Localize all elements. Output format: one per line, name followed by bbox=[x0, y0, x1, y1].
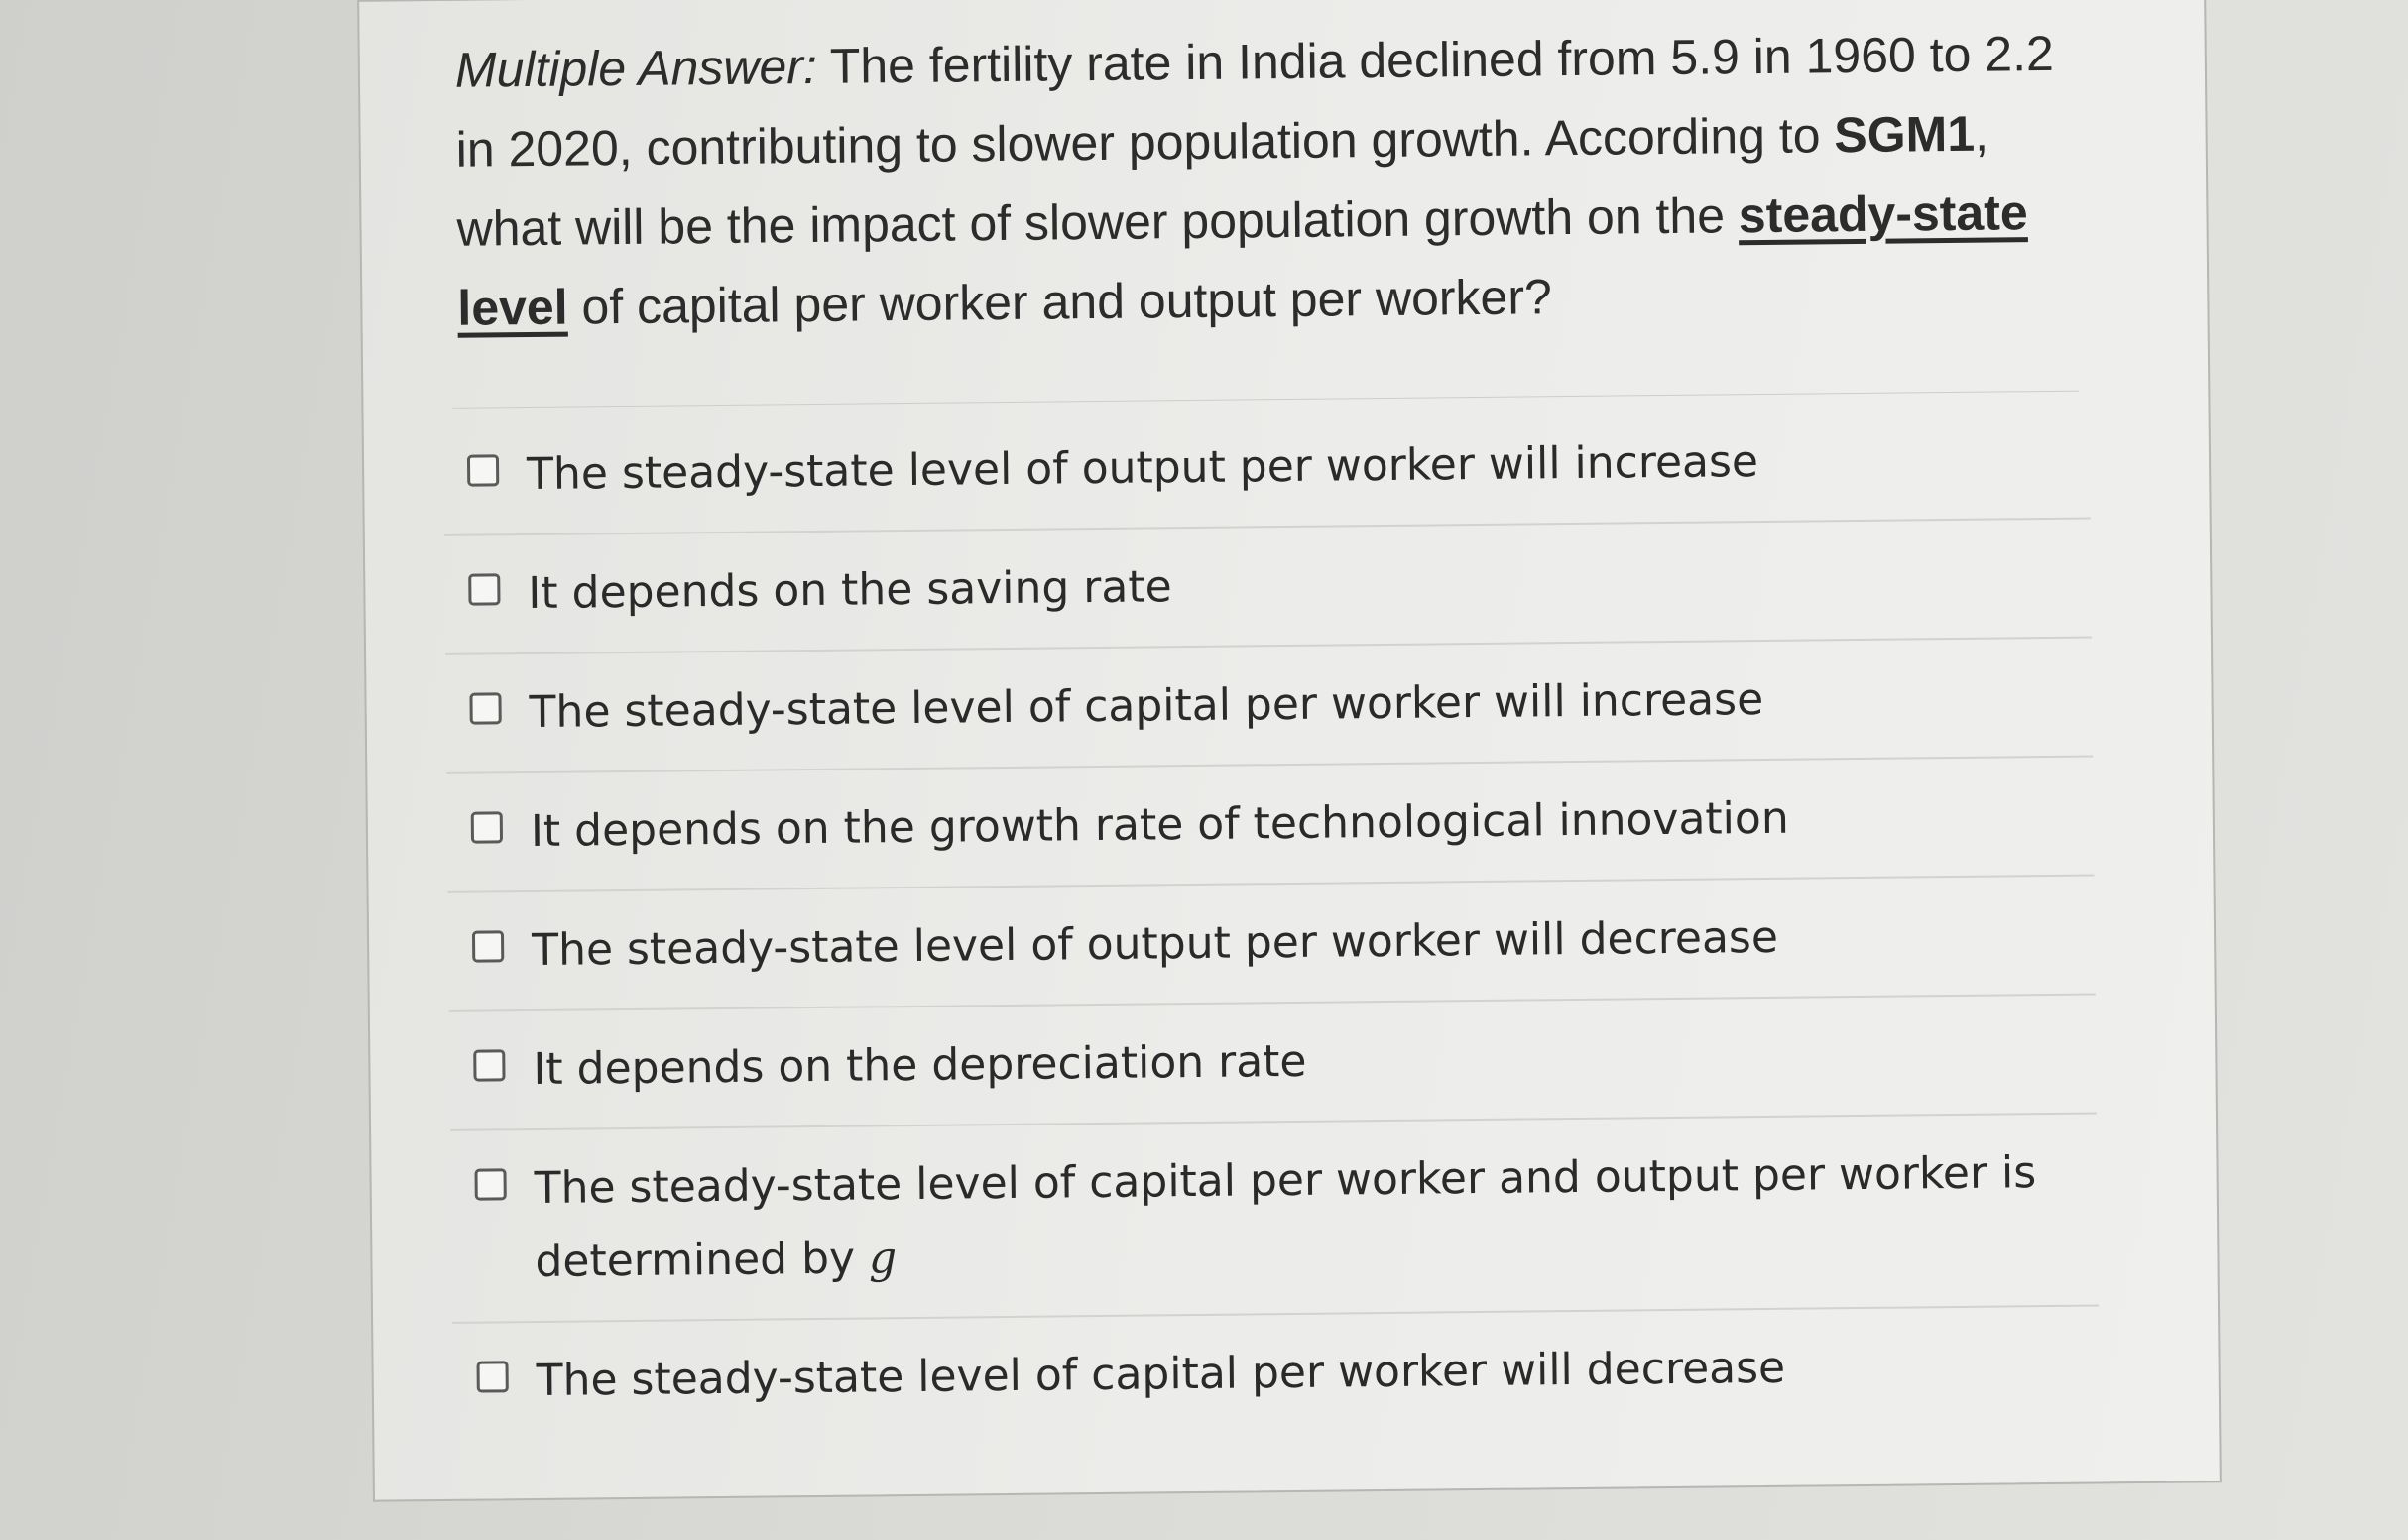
checkbox[interactable] bbox=[474, 1168, 506, 1200]
checkbox[interactable] bbox=[477, 1361, 509, 1392]
option-label: It depends on the saving rate bbox=[528, 561, 1172, 620]
option-label: The steady-state level of output per worker will decrease bbox=[531, 911, 1779, 977]
checkbox[interactable] bbox=[467, 454, 499, 486]
question-text: The fertility rate in India declined from 5.9 in 1960 to 2.2 in 2020, contributing to slower population growth. According to bbox=[455, 25, 2055, 178]
answer-options bbox=[443, 401, 2101, 1441]
checkbox[interactable] bbox=[472, 930, 504, 962]
answer-option[interactable] bbox=[449, 996, 2097, 1131]
checkbox[interactable] bbox=[469, 692, 501, 724]
option-label: The steady-state level of capital per worker will increase bbox=[529, 673, 1764, 739]
option-label: The steady-state level of output per worker will increase bbox=[526, 436, 1759, 501]
answer-option[interactable] bbox=[446, 758, 2094, 893]
emphasis-text: steady-state level bbox=[457, 184, 2028, 336]
checkbox[interactable] bbox=[468, 573, 500, 605]
option-label: It depends on the growth rate of technological innovation bbox=[530, 792, 1789, 858]
question-prompt bbox=[454, 14, 2084, 348]
variable-g: g bbox=[868, 1233, 898, 1284]
question-type-label: Multiple Answer: bbox=[454, 38, 818, 98]
checkbox[interactable] bbox=[473, 1049, 505, 1081]
option-label-text: The steady-state level of capital per worker and output per worker is determined by bbox=[534, 1147, 2037, 1287]
model-name: SGM1 bbox=[1834, 105, 1976, 164]
answer-option[interactable] bbox=[448, 877, 2096, 1012]
option-label: It depends on the depreciation rate bbox=[533, 1035, 1307, 1096]
option-label bbox=[534, 1135, 2098, 1298]
answer-option[interactable] bbox=[450, 1114, 2099, 1323]
checkbox[interactable] bbox=[471, 811, 503, 843]
answer-option[interactable] bbox=[444, 520, 2092, 655]
answer-option[interactable] bbox=[452, 1306, 2100, 1440]
answer-option[interactable] bbox=[445, 639, 2093, 774]
answer-option[interactable] bbox=[443, 401, 2091, 536]
question-card bbox=[357, 0, 2222, 1502]
question-text: , what will be the impact of slower population growth on the bbox=[456, 105, 1989, 257]
question-text: of capital per worker and output per worker? bbox=[567, 269, 1553, 335]
option-label: The steady-state level of capital per worker will decrease bbox=[536, 1342, 1786, 1406]
